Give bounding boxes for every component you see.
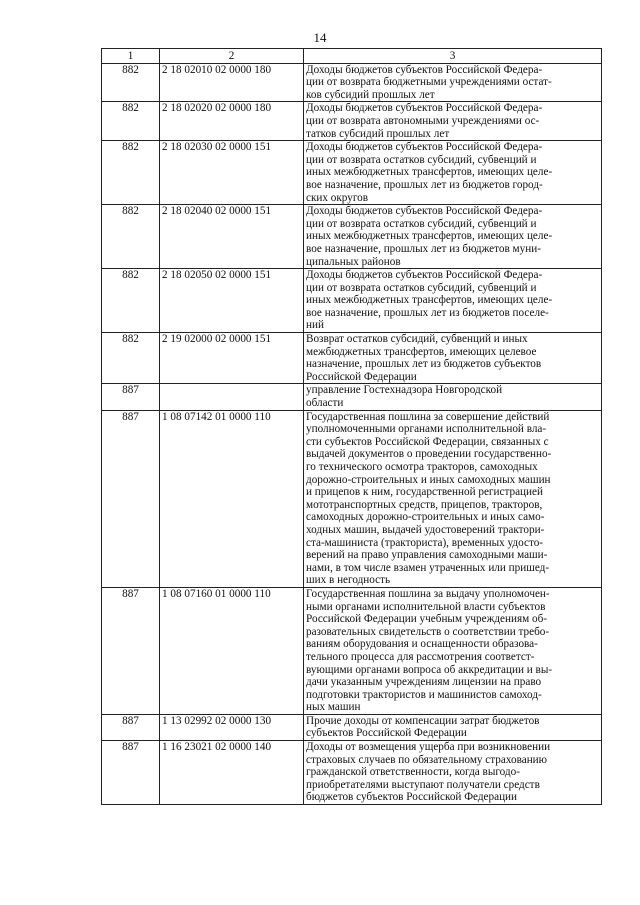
description-line: ний (306, 319, 324, 332)
table-body (102, 63, 602, 804)
budget-code-cell: 2 18 02030 02 0000 151 (160, 141, 304, 205)
budget-code-cell: 1 08 07142 01 0000 110 (160, 410, 304, 587)
description-line: ста-машиниста (тракториста), временных удосто- (306, 536, 544, 549)
table-row (102, 102, 602, 141)
description-line: го технического осмотра тракторов, самоходных (306, 461, 538, 473)
description-line: иных межбюджетных трансфертов, имеющих целе- (306, 294, 553, 307)
description-line: сти субъектов Российской Федерации, связанных с (306, 435, 549, 448)
table-row (102, 410, 602, 587)
description-line: Возврат остатков субсидий, субвенций и иных (306, 333, 528, 346)
description-line: мототранспортных средств, прицепов, тракторов, (306, 498, 543, 511)
description-line: Государственная пошлина за совершение действий (306, 410, 550, 423)
description-cell (304, 269, 602, 333)
description-line: уполномоченными органами исполнительной вла- (306, 423, 547, 436)
description-line: Российской Федерации учебным учреждениям об- (306, 613, 547, 626)
description-line: страховых случаев по обязательному страхованию (306, 753, 548, 766)
description-line: Доходы бюджетов субъектов Российской Федера- (306, 269, 543, 282)
description-line: управление Гостехнадзора Новгородской (306, 384, 503, 397)
budget-code-cell: 2 18 02020 02 0000 180 (160, 102, 304, 141)
table-row (102, 141, 602, 205)
description-line: ными органами исполнительной власти субъектов (306, 600, 546, 613)
description-line: дачи указанным учреждениям лицензии на право (306, 676, 542, 689)
budget-code-cell: 1 16 23021 02 0000 140 (160, 741, 304, 805)
description-line: назначение, прошлых лет из бюджетов субъектов (306, 358, 542, 371)
admin-code-cell: 882 (102, 205, 160, 269)
description-line: вое назначение, прошлых лет из бюджетов город- (306, 178, 543, 191)
table-row (102, 333, 602, 384)
table-row (102, 63, 602, 102)
budget-code-cell: 2 19 02000 02 0000 151 (160, 333, 304, 384)
admin-code-cell: 887 (102, 384, 160, 410)
description-line: бюджетов субъектов Российской Федерации (306, 791, 518, 804)
description-line: приобретателями выступают получатели средств (306, 778, 540, 791)
description-cell (304, 102, 602, 141)
description-cell (304, 714, 602, 740)
column-header-3: 3 (304, 49, 602, 64)
description-line: области (306, 397, 344, 410)
description-line: подготовки трактористов и машинистов самоход- (306, 688, 542, 701)
description-line: вующими органами вопроса об аккредитации и вы- (306, 663, 553, 676)
description-line: ков субсидий прошлых лет (306, 88, 435, 101)
description-line: ции от возврата остатков субсидий, субвенций и (306, 281, 537, 294)
description-line: самоходных дорожно-строительных и иных само- (306, 511, 545, 524)
description-line: ципальных районов (306, 255, 401, 268)
description-line: Доходы бюджетов субъектов Российской Федера- (306, 205, 543, 218)
admin-code-cell: 882 (102, 102, 160, 141)
budget-codes-table (101, 48, 602, 805)
description-line: вое назначение, прошлых лет из бюджетов муни- (306, 242, 541, 255)
description-line: гражданской ответственности, когда выгодо- (306, 766, 520, 779)
description-line: субъектов Российской Федерации (306, 727, 467, 740)
table-row (102, 269, 602, 333)
description-line: Доходы бюджетов субъектов Российской Федера- (306, 63, 543, 76)
admin-code-cell: 887 (102, 714, 160, 740)
admin-code-cell: 882 (102, 63, 160, 102)
description-line: разовательных свидетельств о соответствии требо- (306, 625, 550, 638)
description-cell (304, 141, 602, 205)
admin-code-cell: 887 (102, 587, 160, 714)
budget-code-cell: 1 13 02992 02 0000 130 (160, 714, 304, 740)
description-cell (304, 587, 602, 714)
description-line: ции от возврата остатков субсидий, субвенций и (306, 217, 537, 230)
budget-code-cell (160, 384, 304, 410)
description-line: ных машин (306, 701, 361, 714)
budget-code-cell: 1 08 07160 01 0000 110 (160, 587, 304, 714)
table-row (102, 205, 602, 269)
description-line: Прочие доходы от компенсации затрат бюджетов (306, 714, 540, 727)
header-row (102, 49, 602, 64)
description-line: Доходы от возмещения ущерба при возникновении (306, 741, 551, 754)
description-line: межбюджетных трансфертов, имеющих целевое (306, 345, 537, 358)
budget-code-cell: 2 18 02050 02 0000 151 (160, 269, 304, 333)
description-line: Российской Федерации (306, 370, 417, 383)
description-line: иных межбюджетных трансфертов, имеющих целе- (306, 166, 553, 179)
budget-code-cell: 2 18 02040 02 0000 151 (160, 205, 304, 269)
table-row (102, 587, 602, 714)
description-cell (304, 205, 602, 269)
description-line: ваниям оборудования и оснащенности образова- (306, 638, 538, 651)
description-line: татков субсидий прошлых лет (306, 127, 450, 140)
column-header-1: 1 (102, 49, 160, 64)
description-cell (304, 384, 602, 410)
description-cell (304, 333, 602, 384)
admin-code-cell: 887 (102, 741, 160, 805)
description-line: Государственная пошлина за выдачу уполномочен- (306, 587, 550, 600)
description-line: иных межбюджетных трансфертов, имеющих целе- (306, 230, 553, 243)
budget-code-cell: 2 18 02010 02 0000 180 (160, 63, 304, 102)
description-line: Доходы бюджетов субъектов Российской Федера- (306, 141, 543, 154)
description-cell (304, 741, 602, 805)
description-line: выдачей документов о проведении государственно- (306, 448, 552, 461)
description-line: нами, в том числе взамен утраченных или пришед- (306, 561, 550, 574)
description-line: ших в негодность (306, 574, 391, 587)
admin-code-cell: 882 (102, 141, 160, 205)
description-line: Доходы бюджетов субъектов Российской Федера- (306, 102, 543, 115)
table-row (102, 384, 602, 410)
description-line: дорожно-строительных и иных самоходных машин (306, 473, 551, 486)
table-row (102, 741, 602, 805)
description-cell (304, 63, 602, 102)
column-header-2: 2 (160, 49, 304, 64)
admin-code-cell: 887 (102, 410, 160, 587)
admin-code-cell: 882 (102, 333, 160, 384)
page-number: 14 (313, 30, 327, 45)
description-line: ции от возврата бюджетными учреждениями остат- (306, 76, 552, 89)
description-line: верений на право управления самоходными маши- (306, 549, 548, 562)
table-row (102, 714, 602, 740)
description-line: и прицепов к ним, государственной регистрацией (306, 486, 543, 499)
description-line: ских округов (306, 191, 369, 204)
description-line: ции от возврата автономными учреждениями ос- (306, 114, 540, 127)
description-line: вое назначение, прошлых лет из бюджетов поселе- (306, 306, 549, 319)
description-cell (304, 410, 602, 587)
description-line: тельного процесса для рассмотрения соответст- (306, 650, 535, 663)
description-line: ходных машин, выдачей удостоверений трактори- (306, 523, 545, 536)
description-line: ции от возврата остатков субсидий, субвенций и (306, 153, 537, 166)
admin-code-cell: 882 (102, 269, 160, 333)
